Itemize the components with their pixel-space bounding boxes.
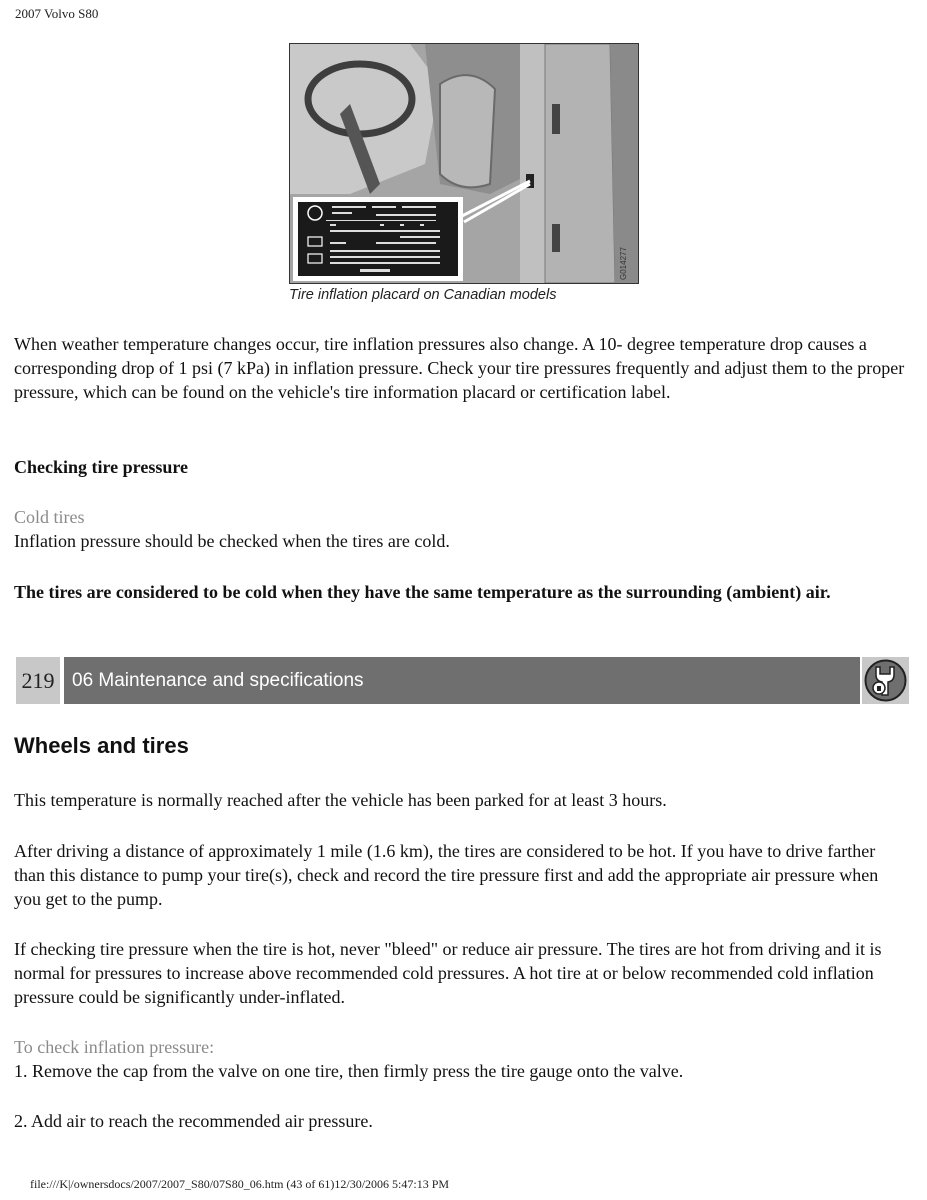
tire-placard-photo — [289, 43, 639, 284]
section-title: Wheels and tires — [14, 733, 189, 758]
chapter-icon-box — [862, 657, 909, 704]
car-door-illustration — [290, 44, 638, 283]
figure-caption: Tire inflation placard on Canadian models — [289, 287, 557, 303]
paragraph-cold-tires: Inflation pressure should be checked when the tires are cold. — [14, 531, 450, 551]
step-1: 1. Remove the cap from the valve on one tire, then firmly press the tire gauge onto the valve. — [14, 1061, 684, 1081]
wrench-tire-icon — [862, 657, 909, 704]
document-title: 2007 Volvo S80 — [15, 6, 99, 21]
chapter-bar: 06 Maintenance and specifications — [64, 657, 860, 704]
paragraph-parked-hours: This temperature is normally reached after the vehicle has been parked for at least 3 hours. — [14, 790, 667, 810]
paragraph-cold-definition: The tires are considered to be cold when they have the same temperature as the surrounding (ambient) air. — [14, 582, 831, 602]
heading-checking-tire-pressure: Checking tire pressure — [14, 457, 188, 477]
paragraph-hot-after-driving: After driving a distance of approximately 1 mile (1.6 km), the tires are considered to be hot. If you have to drive farther than this distance to pump your tire(s), check and record the tire pressure first and add the appropriate air pressure when you get to the pump. — [14, 841, 879, 909]
step-2: 2. Add air to reach the recommended air pressure. — [14, 1111, 373, 1131]
figure-code: G014277 — [619, 247, 628, 280]
paragraph-temperature-change: When weather temperature changes occur, tire inflation pressures also change. A 10- degree temperature drop causes a corresponding drop of 1 psi (7 kPa) in inflation pressure. Check your tire pressures frequently and adjust them to the proper pressure, which can be found on the vehicle's tire information placard or certification label. — [14, 334, 905, 402]
footer-file-path: file:///K|/ownersdocs/2007/2007_S80/07S80_06.htm (43 of 61)12/30/2006 5:47:13 PM — [30, 1177, 450, 1191]
page-number: 219 — [16, 657, 60, 704]
paragraph-hot-tire-check: If checking tire pressure when the tire is hot, never "bleed" or reduce air pressure. The tires are hot from driving and it is normal for pressures to increase above recommended cold pressures. A hot tire at or below recommended cold inflation pressure could be significantly under-inflated. — [14, 939, 882, 1007]
label-to-check-inflation: To check inflation pressure: — [14, 1037, 215, 1057]
label-cold-tires: Cold tires — [14, 507, 85, 527]
